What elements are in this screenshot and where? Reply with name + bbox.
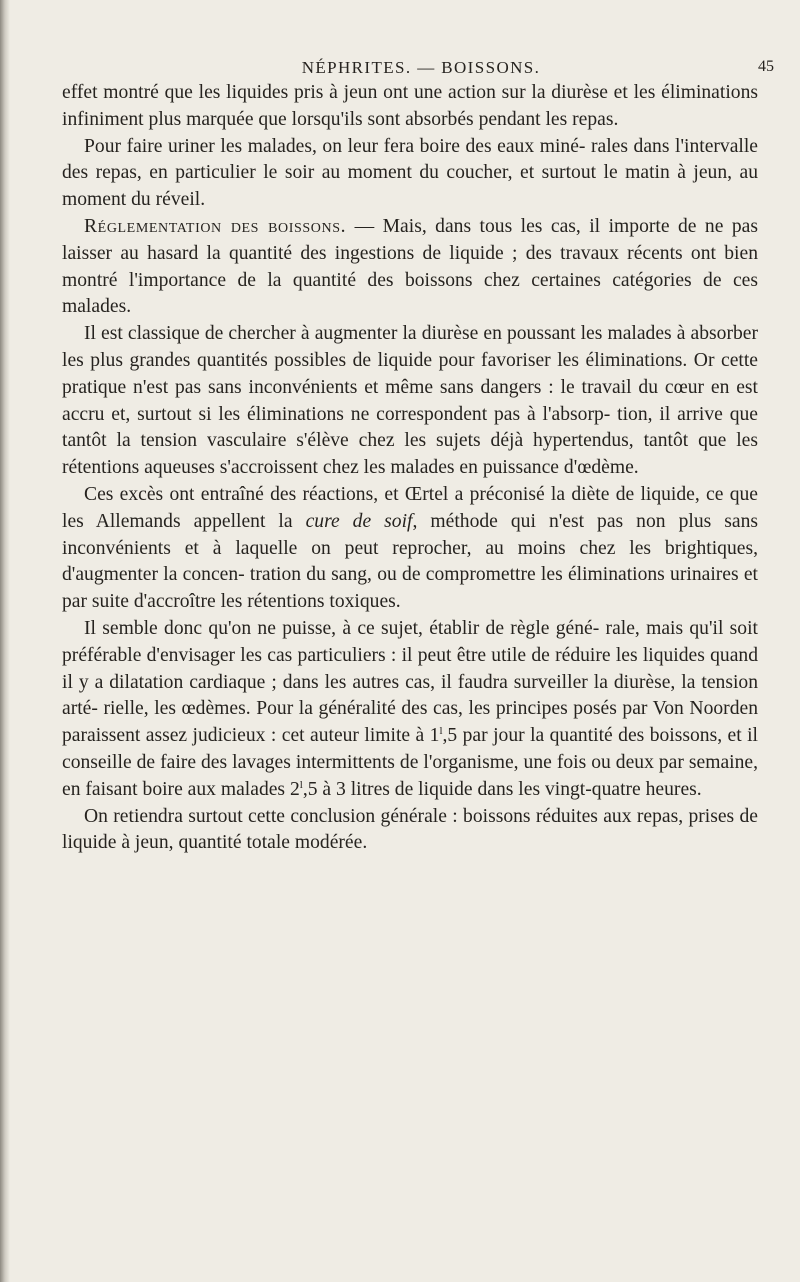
paragraph-classic-practice: [62, 321, 758, 482]
paragraph-text: Il semble donc qu'on ne puisse, à ce sujet, établir de règle géné- rale, mais qu'il soit préférable d'envisager les cas particuliers : il peut être utile de réduire les liquides quand il y a dilatation cardiaque ; dans les autres cas, il faudra surveiller la diurèse, la tension arté- rielle, les œdèmes. Pour la généralité des cas, les principes posés par Von Noorden paraissent assez judicieux : cet auteur limite à 1: [62, 617, 758, 747]
paragraph-conclusion: [62, 804, 758, 858]
paragraph-text: ,5 à 3 litres de liquide dans les vingt-quatre heures.: [302, 778, 702, 800]
paragraph-continuation: [62, 80, 758, 134]
page-number: 45: [758, 58, 774, 75]
body-text: [62, 80, 758, 857]
paragraph-regulation: [62, 214, 758, 321]
paragraph-text: — Mais, dans tous les cas, il importe de ne pas laisser au hasard la quantité des ingestions de liquide ; des travaux récents ont bien montré l'importance de la quantité des boissons chez certaines catégories de ces malades.: [62, 215, 758, 318]
paragraph-oertel: [62, 482, 758, 616]
paragraph-text: ,5 par jour la quantité des boissons, et il conseille de faire des lavages intermittents de l'organisme, une fois ou deux par semaine, en faisant boire aux malades 2: [62, 725, 758, 800]
paragraph-text: Il est classique de chercher à augmenter la diurèse en poussant les malades à absorber les plus grandes quantités possibles de liquide pour favoriser les éliminations. Or cette pratique n'est pas sans inconvénients et même sans dangers : le travail du cœur en est accru et, surtout si les éliminations ne correspondent pas à l'absorp- tion, il arrive que tantôt la tension vasculaire s'élève chez les sujets déjà hypertendus, tantôt que les rétentions aqueuses s'accroissent chez les malades en puissance d'œdème.: [62, 323, 758, 479]
page-header: [60, 56, 782, 82]
paragraph-text: Pour faire uriner les malades, on leur fera boire des eaux miné- rales dans l'intervalle des repas, en particulier le soir au moment du coucher, et surtout le matin à jeun, au moment du réveil.: [62, 135, 758, 211]
paragraph-text: , méthode qui n'est pas non plus sans inconvénients et à laquelle on peut reprocher, au moins chez les brightiques, d'augmenter la concen- tration du sang, ou de compromettre les éliminations urinaires et par suite d'accroître les rétentions toxiques.: [62, 510, 758, 613]
running-head: NÉPHRITES. — BOISSONS.: [301, 58, 541, 77]
paragraph-mineral-waters: [62, 134, 758, 214]
unit-superscript: l: [439, 725, 443, 738]
unit-superscript: l: [299, 778, 303, 791]
paragraph-von-noorden: [62, 616, 758, 804]
paragraph-text: effet montré que les liquides pris à jeun ont une action sur la diurèse et les éliminations infiniment plus marquée que lorsqu'ils sont absorbés pendant les repas.: [62, 82, 758, 130]
paragraph-text: On retiendra surtout cette conclusion générale : boissons réduites aux repas, prises de liquide à jeun, quantité totale modérée.: [62, 805, 758, 854]
italic-term: cure de soif: [305, 510, 413, 532]
page-edge-shadow: [0, 0, 10, 1282]
section-heading: Réglementation des boissons.: [84, 215, 347, 237]
paragraph-text: Ces excès ont entraîné des réactions, et Œrtel a préconisé la diète de liquide, ce que les Allemands appellent la: [62, 483, 758, 532]
